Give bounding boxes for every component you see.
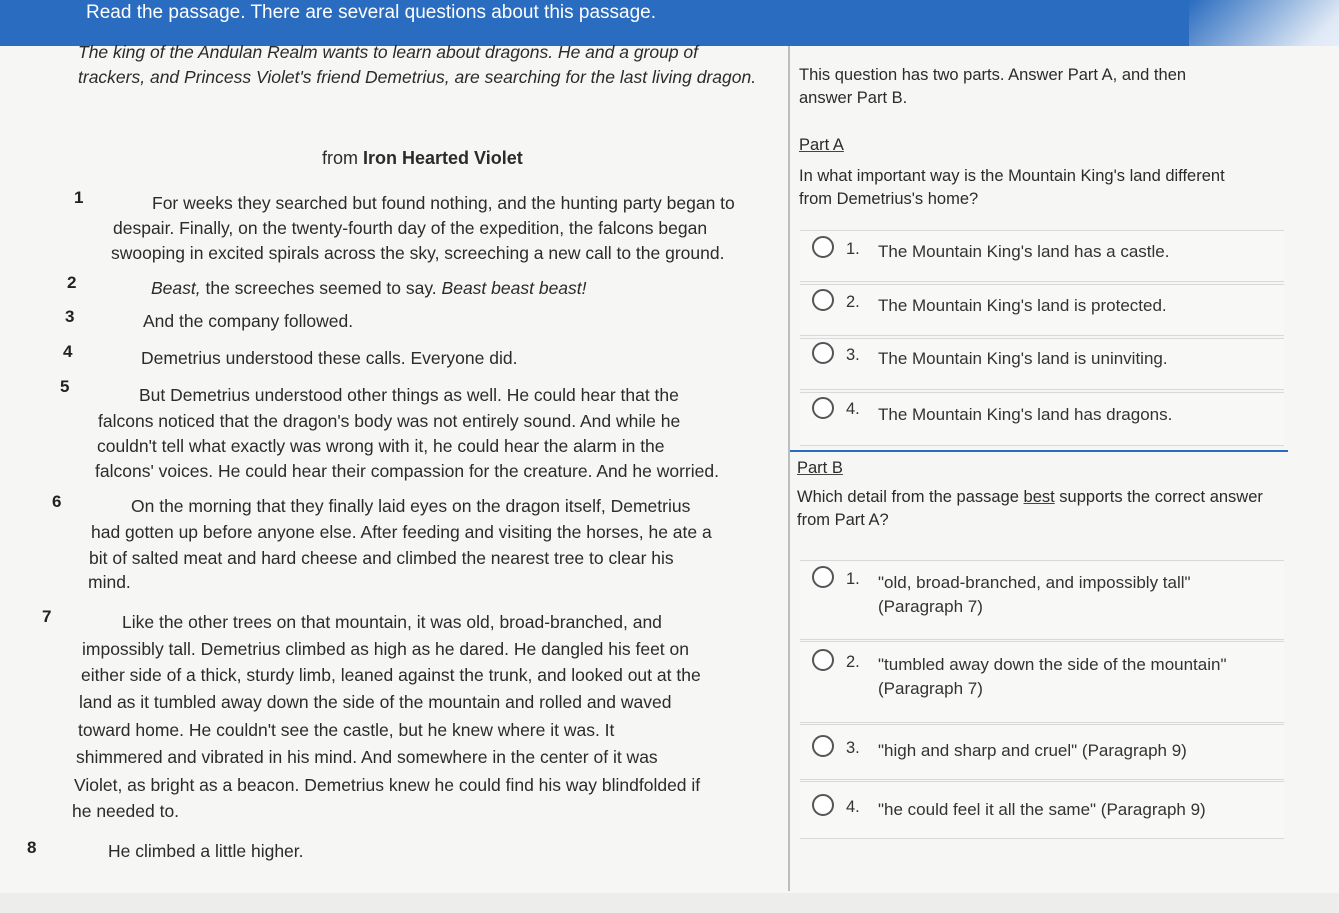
paragraph-line: impossibly tall. Demetrius climbed as high as he dared. He dangled his feet on [82, 639, 689, 659]
part-b-choice[interactable] [800, 560, 1284, 640]
paragraph-line: either side of a thick, sturdy limb, leaned against the trunk, and looked out at the [81, 665, 701, 685]
choice-text: The Mountain King's land is protected. [878, 296, 1167, 315]
paragraph-number: 5 [60, 377, 70, 396]
paragraph-line: swooping in excited spirals across the sky, screeching a new call to the ground. [111, 243, 725, 263]
choice-number: 3. [846, 346, 860, 364]
paragraph-line: He climbed a little higher. [108, 841, 304, 861]
paragraph-number: 3 [65, 307, 75, 326]
paragraph-line: despair. Finally, on the twenty-fourth day of the expedition, the falcons began [113, 218, 708, 238]
part-b-question [797, 486, 1282, 532]
choice-text: "he could feel it all the same" (Paragraph 9) [878, 800, 1206, 819]
paragraph-line: toward home. He couldn't see the castle, but he knew where it was. It [78, 720, 615, 740]
question-text: supports the correct answer from Part A? [797, 488, 1263, 529]
radio-button[interactable] [812, 397, 834, 419]
choice-text: The Mountain King's land has dragons. [878, 405, 1173, 424]
paragraph-line: Violet, as bright as a beacon. Demetrius knew he could find his way blindfolded if [74, 775, 701, 795]
paragraph-number: 6 [52, 492, 62, 511]
paragraph-line: couldn't tell what exactly was wrong with it, he could hear the alarm in the [97, 436, 665, 456]
radio-button[interactable] [812, 342, 834, 364]
choice-number: 1. [846, 570, 860, 588]
paragraph-line: he needed to. [72, 801, 180, 821]
radio-button[interactable] [812, 735, 834, 757]
choice-text: "old, broad-branched, and impossibly tall" (Paragraph 7) [878, 573, 1191, 616]
source-prefix: from [322, 148, 364, 168]
paragraph-line [151, 276, 587, 301]
paragraph-emphasis: Beast beast beast! [441, 278, 587, 298]
source-title: Iron Hearted Violet [363, 148, 523, 168]
choice-number: 2. [846, 653, 860, 671]
part-a-choice[interactable] [800, 284, 1284, 336]
part-a-question: In what important way is the Mountain King's land different from Demetrius's home? [799, 167, 1225, 208]
part-a-choice[interactable] [800, 338, 1284, 390]
paragraph-line: For weeks they searched but found nothing, and the hunting party began to [152, 193, 735, 213]
paragraph-line: mind. [88, 572, 131, 592]
paragraph-line: shimmered and vibrated in his mind. And somewhere in the center of it was [76, 747, 658, 767]
part-b-separator [790, 450, 1288, 452]
bottom-strip [0, 893, 1339, 913]
radio-button[interactable] [812, 236, 834, 258]
passage-intro: The king of the Andulan Realm wants to learn about dragons. He and a group of trackers, and Princess Violet's friend Demetrius, are searching for the last living dragon. [78, 42, 757, 87]
choice-text: The Mountain King's land has a castle. [878, 242, 1170, 261]
part-b-choice[interactable] [800, 724, 1284, 780]
radio-button[interactable] [812, 566, 834, 588]
paragraph-line: And the company followed. [143, 311, 354, 331]
radio-button[interactable] [812, 649, 834, 671]
paragraph-emphasis: Beast, [151, 278, 201, 298]
part-a-choice[interactable] [800, 230, 1284, 282]
choice-number: 4. [846, 798, 860, 816]
question-text: Which detail from the passage [797, 488, 1024, 506]
question-emphasis: best [1023, 488, 1055, 506]
paragraph-text: the screeches seemed to say. [200, 278, 442, 298]
choice-text: The Mountain King's land is uninviting. [878, 349, 1168, 368]
paragraph-line: Like the other trees on that mountain, it was old, broad-branched, and [122, 612, 662, 632]
paragraph-number: 1 [74, 188, 84, 207]
banner-text: Read the passage. There are several questions about this passage. [86, 2, 657, 23]
part-b-label: Part B [797, 459, 843, 477]
part-a-choice[interactable] [800, 392, 1284, 446]
part-b-choice[interactable] [800, 641, 1284, 723]
radio-button[interactable] [812, 289, 834, 311]
paragraph-number: 8 [27, 838, 37, 857]
choice-text: "high and sharp and cruel" (Paragraph 9) [878, 741, 1187, 760]
paragraph-number: 2 [67, 273, 77, 292]
choice-text: "tumbled away down the side of the mountain" (Paragraph 7) [878, 655, 1227, 698]
part-a-label: Part A [799, 136, 844, 154]
part-b-choice[interactable] [800, 781, 1284, 839]
paragraph-line: had gotten up before anyone else. After feeding and visiting the horses, he ate a [91, 522, 712, 542]
question-instructions: This question has two parts. Answer Part A, and then answer Part B. [799, 66, 1187, 107]
choice-number: 3. [846, 739, 860, 757]
choice-number: 2. [846, 293, 860, 311]
paragraph-line: On the morning that they finally laid eyes on the dragon itself, Demetrius [131, 496, 691, 516]
choice-number: 4. [846, 400, 860, 418]
radio-button[interactable] [812, 794, 834, 816]
paragraph-line: falcons noticed that the dragon's body was not entirely sound. And while he [98, 411, 681, 431]
passage-source [322, 146, 523, 171]
paragraph-number: 7 [42, 607, 52, 626]
paragraph-line: But Demetrius understood other things as well. He could hear that the [139, 385, 679, 405]
paragraph-line: Demetrius understood these calls. Everyone did. [141, 348, 518, 368]
paragraph-line: bit of salted meat and hard cheese and climbed the nearest tree to clear his [89, 548, 674, 568]
paragraph-number: 4 [63, 342, 73, 361]
paragraph-line: falcons' voices. He could hear their compassion for the creature. And he worried. [95, 461, 719, 481]
choice-number: 1. [846, 240, 860, 258]
paragraph-line: land as it tumbled away down the side of the mountain and rolled and waved [79, 692, 672, 712]
